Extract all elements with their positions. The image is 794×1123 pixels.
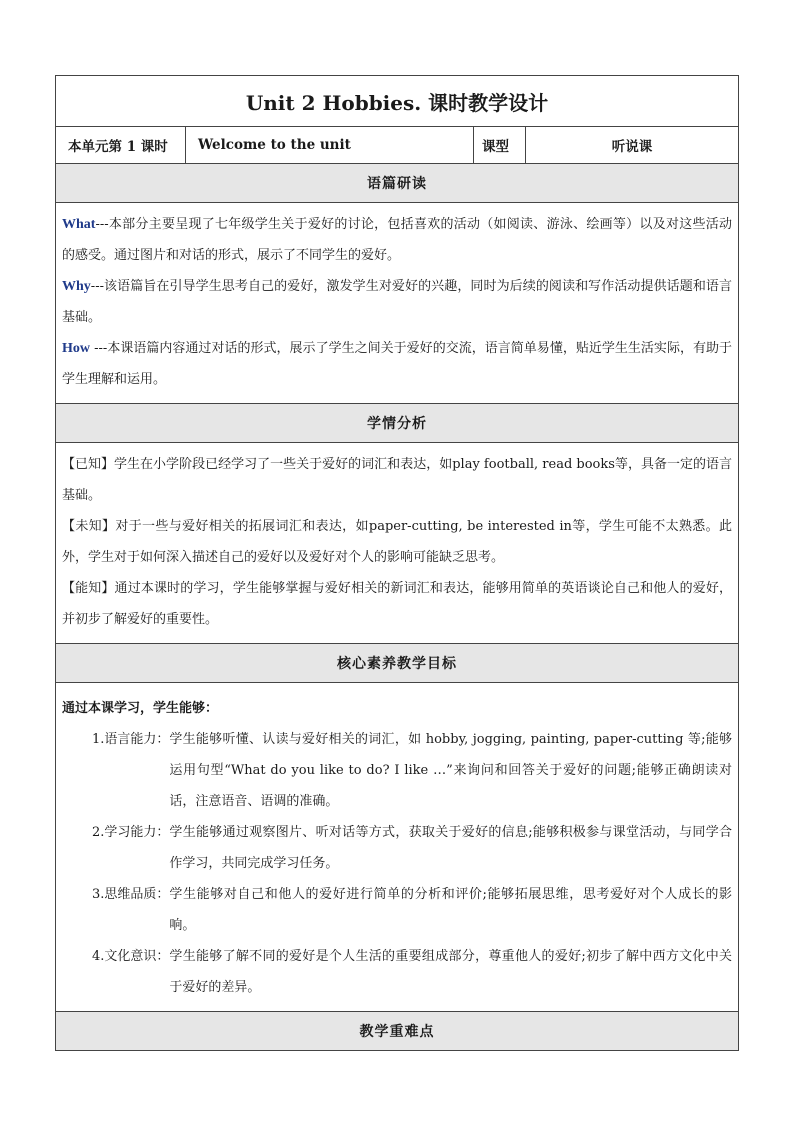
lesson-type-label: 课型 [474,127,526,164]
goal-label: 1.语言能力： [92,732,170,747]
goal-label: 2.学习能力： [92,825,170,840]
what-text: ---本部分主要呈现了七年级学生关于爱好的讨论，包括喜欢的活动（如阅读、游泳、绘画等）以及对这些活动的感受。通过图片和对话的形式，展示了不同学生的爱好。 [62,217,732,263]
section-heading-goals: 核心素养教学目标 [56,644,739,683]
lesson-plan-table [55,75,739,1051]
student-analysis-body [56,443,739,644]
goal-item [92,941,732,1003]
goal-text: 学生能够通过观察图片、听对话等方式，获取关于爱好的信息;能够积极参与课堂活动，与同学合作学习，共同完成学习任务。 [169,825,732,871]
ability-paragraph: 【能知】通过本课时的学习，学生能够掌握与爱好相关的新词汇和表达，能够用简单的英语谈论自己和他人的爱好，并初步了解爱好的重要性。 [62,581,732,627]
why-text: ---该语篇旨在引导学生思考自己的爱好，激发学生对爱好的兴趣，同时为后续的阅读和写作活动提供话题和语言基础。 [62,279,732,325]
lesson-number: 本单元第 1 课时 [56,127,186,164]
what-keyword: What [62,217,96,232]
text-study-body [56,203,739,404]
goal-label: 3.思维品质： [92,887,170,902]
unknown-paragraph: 【未知】对于一些与爱好相关的拓展词汇和表达，如paper-cutting, be interested in等，学生可能不太熟悉。此外，学生对于如何深入描述自己的爱好以及爱好对个人的影响可能缺乏思考。 [62,519,732,565]
goal-item [92,817,732,879]
goal-item [92,879,732,941]
goal-text: 学生能够了解不同的爱好是个人生活的重要组成部分，尊重他人的爱好;初步了解中西方文化中关于爱好的差异。 [169,949,732,995]
course-title: Welcome to the unit [186,127,474,164]
goal-item [92,724,732,817]
why-keyword: Why [62,279,91,294]
how-text: ---本课语篇内容通过对话的形式，展示了学生之间关于爱好的交流，语言简单易懂，贴近学生生活实际，有助于学生理解和运用。 [62,341,732,387]
goals-body [56,683,739,1012]
why-paragraph [62,271,732,333]
goal-label: 4.文化意识： [92,949,170,964]
known-paragraph: 【已知】学生在小学阶段已经学习了一些关于爱好的词汇和表达，如play football, read books等，具备一定的语言基础。 [62,457,732,503]
lesson-type-value: 听说课 [526,127,739,164]
section-heading-text-study: 语篇研读 [56,164,739,203]
goals-lead: 通过本课学习，学生能够： [62,701,219,716]
goal-text: 学生能够对自己和他人的爱好进行简单的分析和评价;能够拓展思维，思考爱好对个人成长的影响。 [169,887,732,933]
how-paragraph [62,333,732,395]
lesson-plan-document [55,75,738,1051]
how-keyword: How [62,341,90,356]
section-heading-student-analysis: 学情分析 [56,404,739,443]
document-title: Unit 2 Hobbies. 课时教学设计 [56,76,739,127]
goal-text: 学生能够听懂、认读与爱好相关的词汇，如 hobby, jogging, painting, paper-cutting 等;能够运用句型“What do you like to do? I like …”来询问和回答关于爱好的问题;能够正确朗读对话，注意语音、语调的准确。 [169,732,732,809]
what-paragraph [62,209,732,271]
section-heading-key-points: 教学重难点 [56,1012,739,1051]
